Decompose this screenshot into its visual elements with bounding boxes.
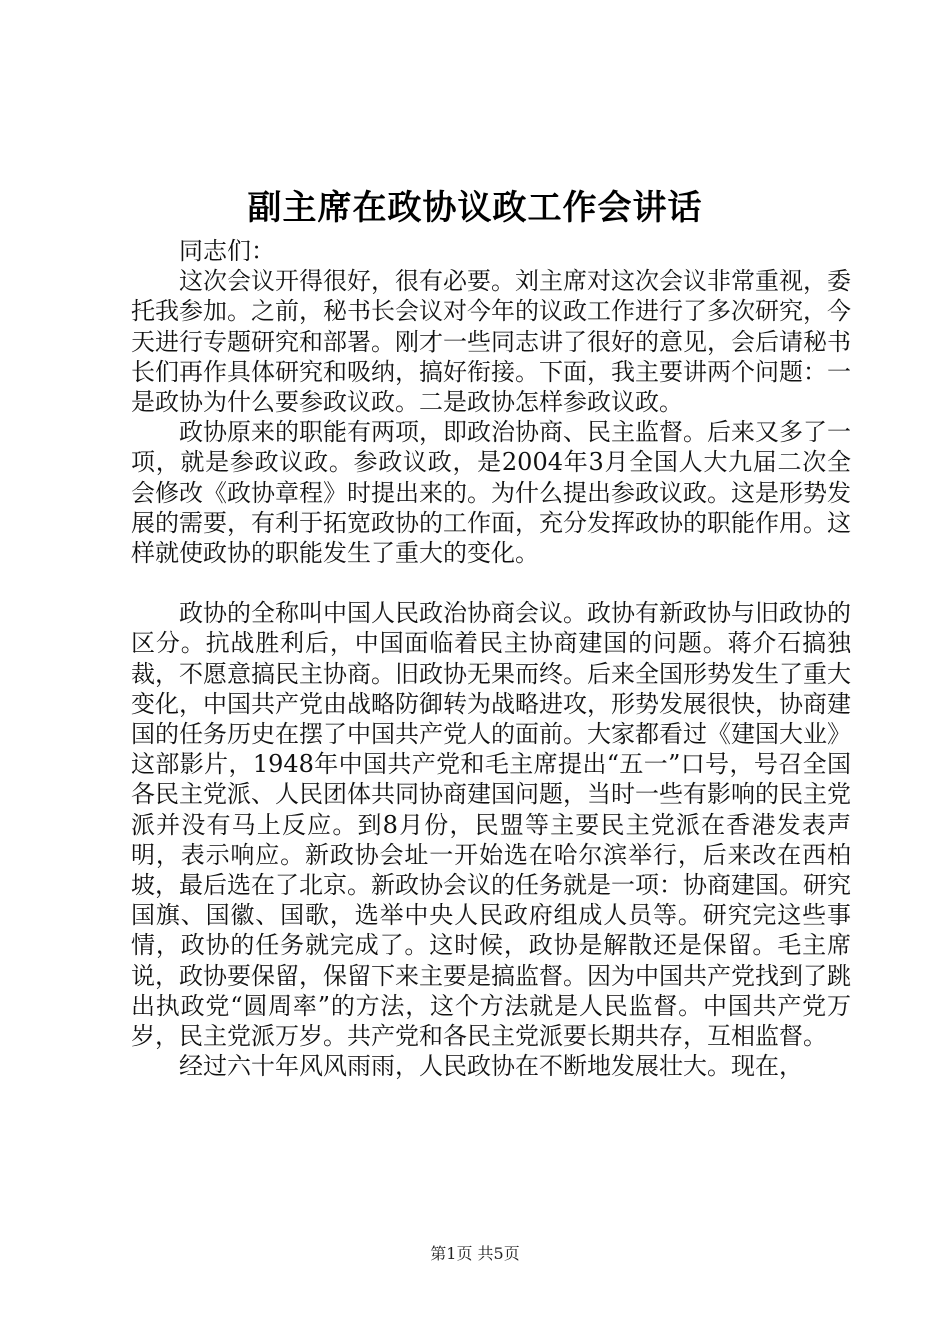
paragraph-1: 这次会议开得很好，很有必要。刘主席对这次会议非常重视，委托我参加。之前，秘书长会议对今年的议政工作进行了多次研究，今天进行专题研究和部署。刚才一些同志讲了很好的意见，会后请秘书长们再作具体研究和吸纳，搞好衔接。下面，我主要讲两个问题：一是政协为什么要参政议政。二是政协怎样参政议政。 <box>131 267 851 417</box>
salutation: 同志们： <box>179 237 275 265</box>
page-number-footer: 第1页 共5页 <box>430 1244 520 1263</box>
paragraph-4: 经过六十年风风雨雨，人民政协在不断地发展壮大。现在， <box>179 1052 803 1081</box>
paragraph-2: 政协原来的职能有两项，即政治协商、民主监督。后来又多了一项，就是参政议政。参政议政，是2004年3月全国人大九届二次全会修改《政协章程》时提出来的。为什么提出参政议政。这是形势发展的需要，有利于拓宽政协的工作面，充分发挥政协的职能作用。这样就使政协的职能发生了重大的变化。 <box>131 418 851 568</box>
document-body <box>131 236 851 1081</box>
document-title: 副主席在政协议政工作会讲话 <box>247 188 703 228</box>
paragraph-3: 政协的全称叫中国人民政治协商会议。政协有新政协与旧政协的区分。抗战胜利后，中国面临着民主协商建国的问题。蒋介石搞独裁，不愿意搞民主协商。旧政协无果而终。后来全国形势发生了重大变化，中国共产党由战略防御转为战略进攻，形势发展很快，协商建国的任务历史在摆了中国共产党人的面前。大家都看过《建国大业》这部影片，1948年中国共产党和毛主席提出“五一”口号，号召全国各民主党派、人民团体共同协商建国问题，当时一些有影响的民主党派并没有马上反应。到8月份，民盟等主要民主党派在香港发表声明，表示响应。新政协会址一开始选在哈尔滨举行，后来改在西柏坡，最后选在了北京。新政协会议的任务就是一项：协商建国。研究国旗、国徽、国歌，选举中央人民政府组成人员等。研究完这些事情，政协的任务就完成了。这时候，政协是解散还是保留。毛主席说，政协要保留，保留下来主要是搞监督。因为中国共产党找到了跳出执政党“圆周率”的方法，这个方法就是人民监督。中国共产党万岁，民主党派万岁。共产党和各民主党派要长期共存，互相监督。 <box>131 599 851 1051</box>
